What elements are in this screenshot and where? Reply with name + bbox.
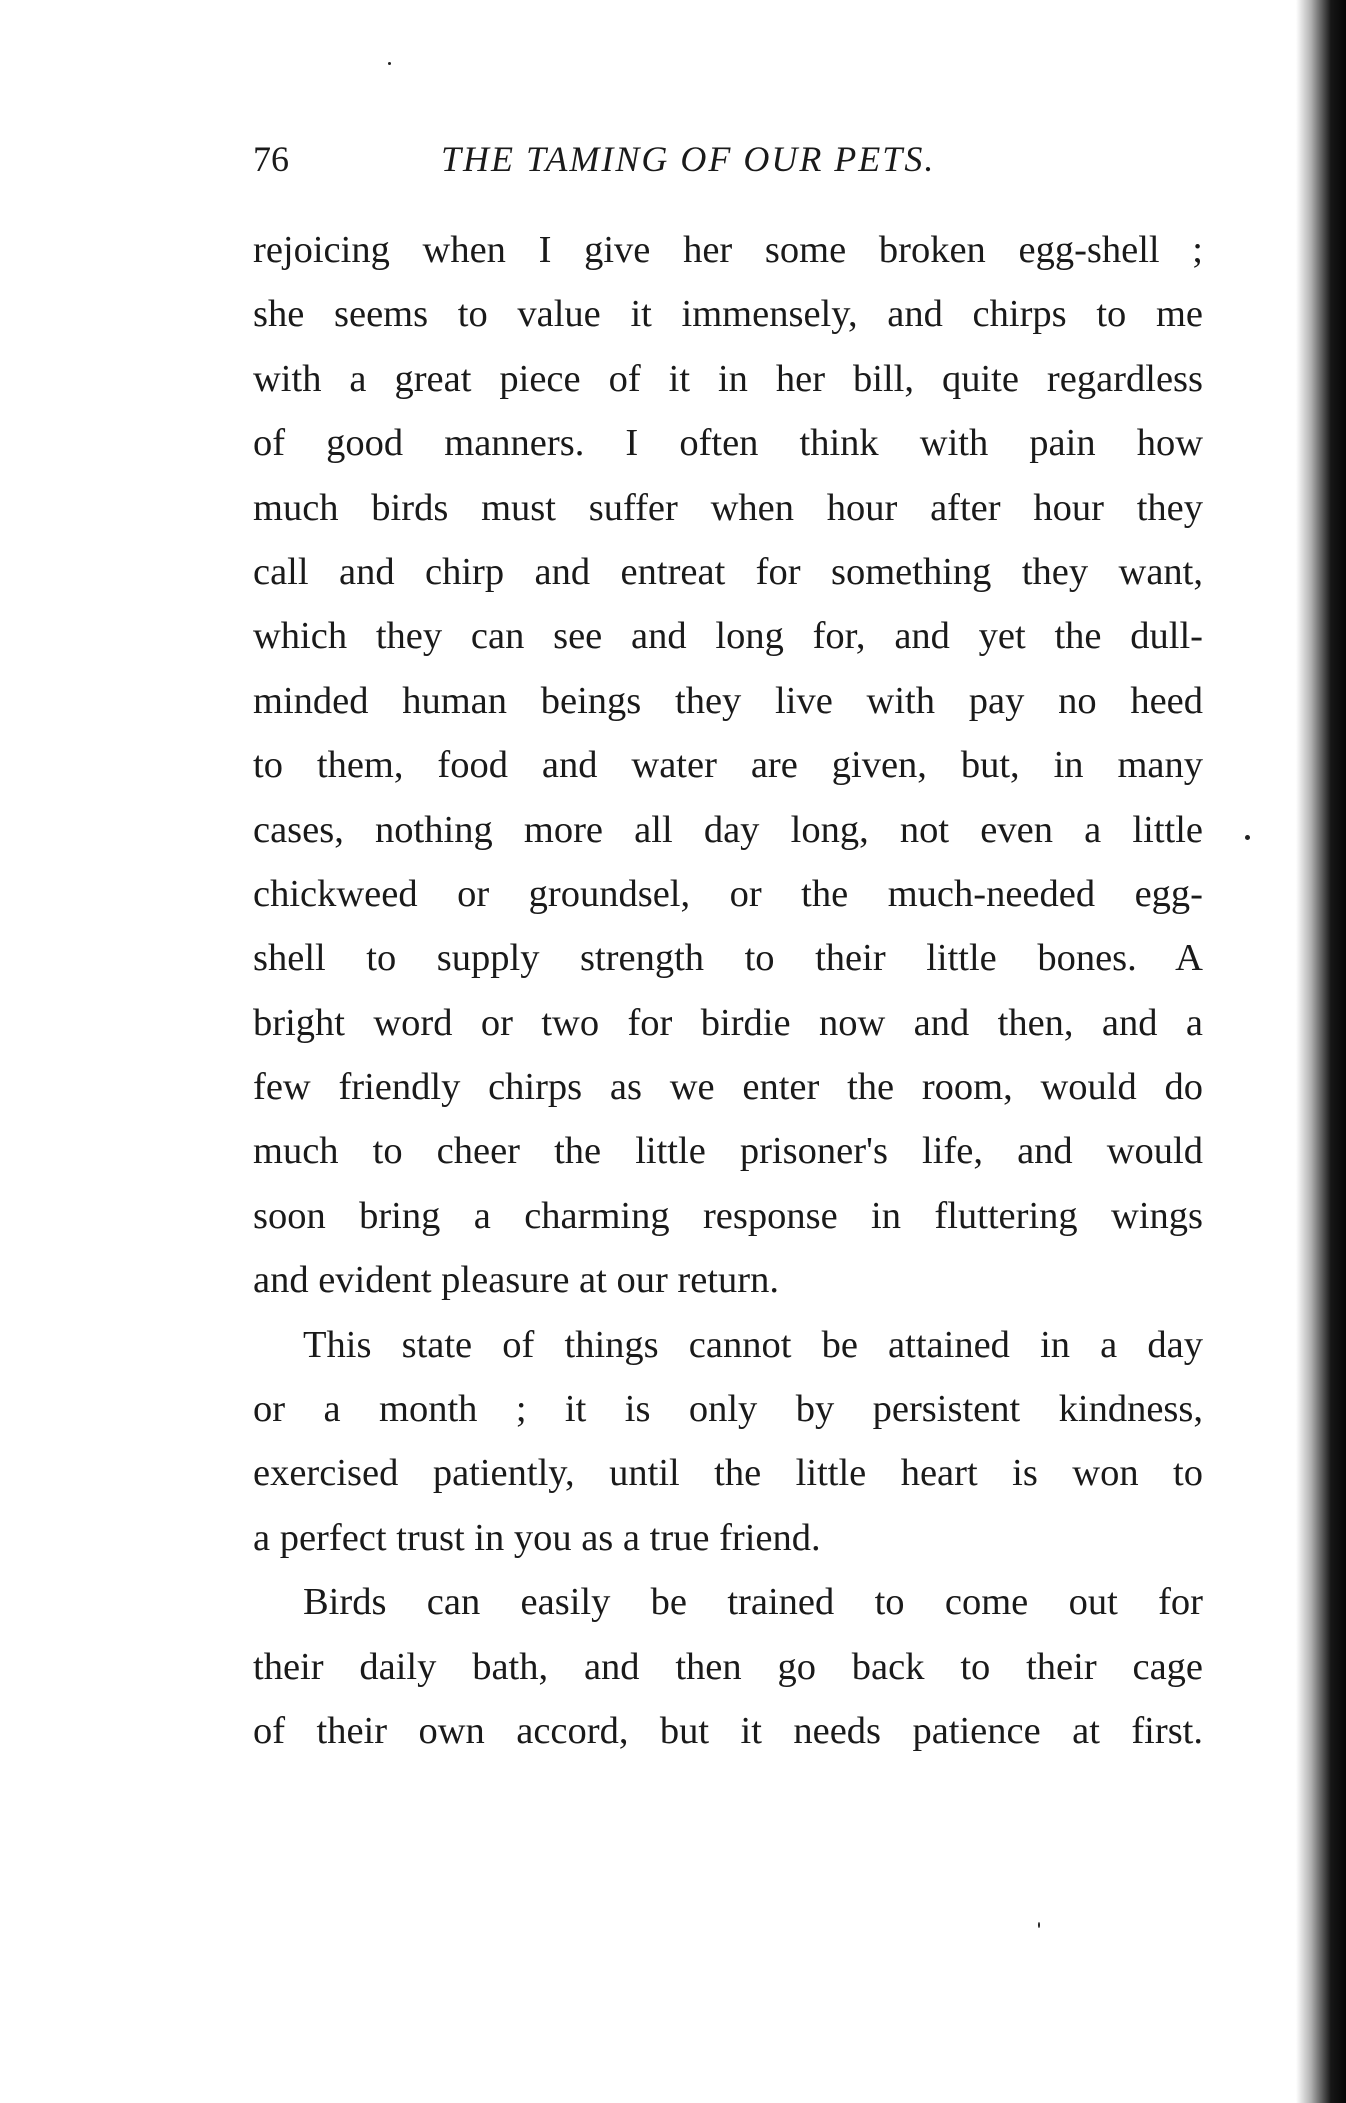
text-line: few friendly chirps as we enter the room, would do: [253, 1066, 1203, 1109]
scan-speck: [388, 62, 391, 65]
text-line: Birds can easily be trained to come out for: [303, 1581, 1203, 1624]
text-line: shell to supply strength to their little bones. A: [253, 937, 1203, 980]
text-line: of good manners. I often think with pain how: [253, 422, 1203, 465]
page-number: 76: [253, 139, 289, 179]
text-line: minded human beings they live with pay no heed: [253, 679, 1203, 722]
text-line: This state of things cannot be attained in a day: [303, 1323, 1203, 1366]
text-line: or a month ; it is only by persistent kindness,: [253, 1388, 1203, 1431]
text-line: their daily bath, and then go back to their cage: [253, 1645, 1203, 1688]
scan-speck: [1038, 1922, 1040, 1928]
paragraph: [253, 1313, 1203, 1571]
text-line: and evident pleasure at our return.: [253, 1259, 779, 1302]
running-title: THE TAMING OF OUR PETS.: [441, 139, 936, 179]
text-line: of their own accord, but it needs patience at first.: [253, 1709, 1203, 1752]
text-line: soon bring a charming response in fluttering wings: [253, 1194, 1203, 1237]
text-line: with a great piece of it in her bill, quite regardless: [253, 357, 1203, 400]
text-line: exercised patiently, until the little heart is won to: [253, 1452, 1203, 1495]
body-text: [253, 218, 1203, 1763]
text-line: chickweed or groundsel, or the much-needed egg-: [253, 872, 1203, 915]
running-head: [253, 138, 1203, 194]
scan-speck: [1245, 835, 1250, 840]
text-line: a perfect trust in you as a true friend.: [253, 1516, 821, 1559]
text-line: rejoicing when I give her some broken egg-shell ;: [253, 229, 1203, 271]
text-line: much to cheer the little prisoner's life, and would: [253, 1130, 1203, 1173]
text-line: to them, food and water are given, but, in many: [253, 744, 1203, 787]
binding-shadow: [1296, 0, 1346, 2103]
text-line: cases, nothing more all day long, not even a little: [253, 808, 1203, 851]
text-line: she seems to value it immensely, and chirps to me: [253, 293, 1203, 336]
text-line: bright word or two for birdie now and then, and a: [253, 1001, 1203, 1044]
paragraph: [253, 1570, 1203, 1763]
page-binding-edge: [1266, 0, 1346, 2103]
text-line: which they can see and long for, and yet the dull-: [253, 615, 1203, 658]
paragraph: [253, 218, 1203, 1313]
text-line: call and chirp and entreat for something they want,: [253, 550, 1203, 593]
text-line: much birds must suffer when hour after hour they: [253, 486, 1203, 529]
